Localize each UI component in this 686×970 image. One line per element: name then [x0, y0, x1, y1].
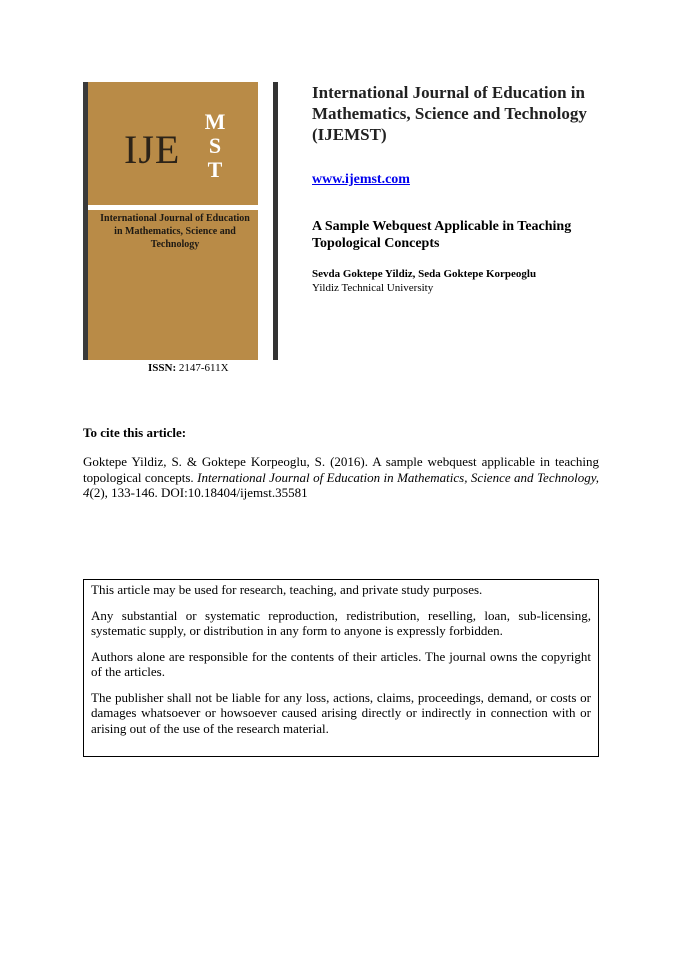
- cover-journal-title: International Journal of Education in Mathematics, Science and Technology: [100, 213, 250, 250]
- notice-paragraph-3: Authors alone are responsible for the contents of their articles. The journal owns the copyright of the articles.: [91, 648, 591, 679]
- citation-part-1: Goktepe Yildiz, S. & Goktepe Korpeoglu, S. (2016). A sample webquest applicable in teaching topological concepts.: [83, 454, 599, 485]
- notice-paragraph-4: The publisher shall not be liable for any loss, actions, claims, proceedings, demand, or costs or damages whatsoever or howsoever caused arising directly or indirectly in connection with or arising out of the use of the research material.: [91, 689, 591, 736]
- issn-value: 2147-611X: [178, 362, 229, 374]
- journal-cover: [83, 82, 258, 360]
- citation-text: [83, 454, 599, 501]
- cover-logo-stacked-letters: [204, 110, 226, 182]
- cover-logo-letter-s: S: [208, 133, 222, 158]
- journal-url-link[interactable]: www.ijemst.com: [312, 172, 410, 187]
- cite-heading: To cite this article:: [83, 425, 187, 440]
- article-title: A Sample Webquest Applicable in Teaching Topological Concepts: [312, 219, 572, 251]
- cover-logo-letter-t: T: [207, 157, 223, 182]
- cover-logo-letter-m: M: [204, 109, 226, 134]
- article-affiliation: Yildiz Technical University: [312, 282, 434, 294]
- article-authors: Sevda Goktepe Yildiz, Seda Goktepe Korpeoglu: [312, 268, 537, 280]
- issn-line: [148, 362, 229, 375]
- journal-title: International Journal of Education in Mathematics, Science and Technology (IJEMST): [312, 83, 587, 144]
- notice-paragraph-1: This article may be used for research, teaching, and private study purposes.: [91, 582, 483, 597]
- citation-journal: International Journal of Education in Mathematics, Science and Technology, 4: [83, 469, 600, 500]
- vertical-divider: [273, 82, 278, 360]
- notice-paragraph-2: Any substantial or systematic reproduction, redistribution, reselling, loan, sub-licensing, systematic supply, or distribution in any form to anyone is expressly forbidden.: [91, 607, 591, 638]
- usage-notice-box: [83, 579, 599, 757]
- cover-divider-band: [88, 205, 258, 210]
- issn-label: ISSN:: [148, 362, 177, 374]
- citation-part-2: (2), 133-146. DOI:10.18404/ijemst.35581: [89, 485, 308, 500]
- cover-logo-text: IJE: [124, 127, 181, 172]
